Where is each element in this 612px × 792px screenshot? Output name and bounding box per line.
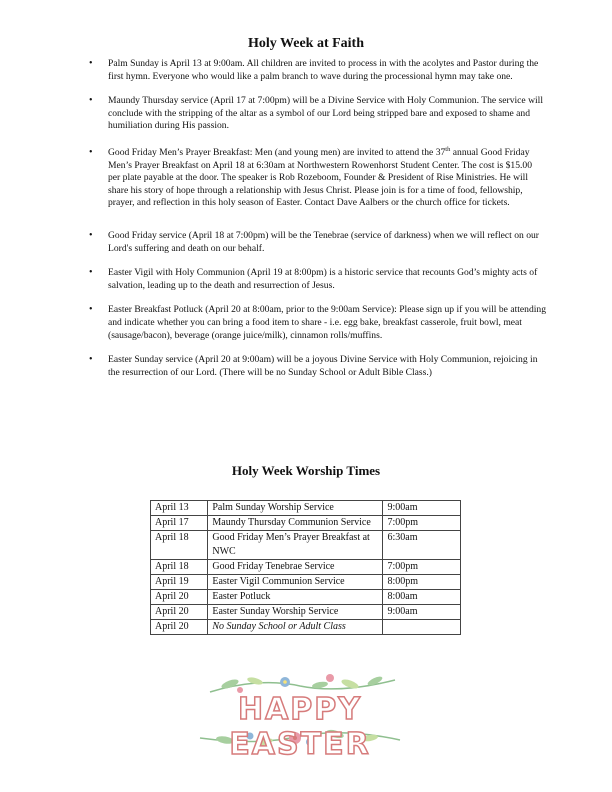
- table-row: [151, 560, 461, 575]
- bullet-icon: •: [89, 58, 93, 69]
- bullet-text: Easter Vigil with Holy Communion (April 19 at 8:00pm) is a historic service that recounts God’s mighty acts of salvation, leading up to the death and resurrection of Jesus.: [108, 267, 538, 291]
- date-cell: April 20: [151, 590, 208, 605]
- table-row: [151, 620, 461, 635]
- list-item: [86, 230, 546, 255]
- happy-easter-text: HAPPY EASTER: [229, 692, 371, 762]
- bullet-text: Easter Breakfast Potluck (April 20 at 8:00am, prior to the 9:00am Service): Please sign up if you will be attending and indicate whether you can bring a food item to share - i.e. egg bake, breakfast casserole, fruit bowl, meat (sausage/bacon), beverage (orange juice/milk), cinnamon rolls/muffins.: [108, 304, 547, 341]
- bullet-text: Good Friday Men’s Prayer Breakfast: Men (and young men) are invited to attend the 37: [108, 146, 446, 158]
- table-row: [151, 501, 461, 516]
- list-item: [86, 147, 546, 210]
- event-cell: Easter Vigil Communion Service: [208, 575, 383, 590]
- date-cell: April 17: [151, 516, 208, 531]
- list-item: [86, 267, 546, 292]
- bullet-text: Easter Sunday service (April 20 at 9:00am) will be a joyous Divine Service with Holy Communion, rejoicing in the resurrection of our Lord. (There will be no Sunday School or Adult Bible Class.): [108, 354, 538, 378]
- happy-easter-graphic: [170, 672, 430, 762]
- time-cell: 8:00pm: [383, 575, 461, 590]
- date-cell: April 13: [151, 501, 208, 516]
- event-cell: No Sunday School or Adult Class: [208, 620, 383, 635]
- event-cell: Easter Sunday Worship Service: [208, 605, 383, 620]
- event-cell: Good Friday Tenebrae Service: [208, 560, 383, 575]
- schedule-title: Holy Week Worship Times: [231, 463, 381, 478]
- bullet-text: Maundy Thursday service (April 17 at 7:00pm) will be a Divine Service with Holy Communion. The service will conclude with the stripping of the altar as a symbol of our Lord being stripped bare and exposed to shame and humiliation during His passion.: [108, 95, 544, 132]
- date-cell: April 20: [151, 620, 208, 635]
- announcement-list: [86, 58, 546, 379]
- time-cell: [383, 620, 461, 635]
- list-item: [86, 354, 546, 379]
- bullet-text: Good Friday service (April 18 at 7:00pm) will be the Tenebrae (service of darkness) when we will reflect on our Lord's suffering and death on our behalf.: [108, 229, 539, 254]
- list-item: [86, 304, 546, 342]
- schedule-table: [150, 500, 461, 635]
- table-row: [151, 590, 461, 605]
- time-cell: 9:00am: [383, 501, 461, 516]
- bullet-text: Palm Sunday is April 13 at 9:00am. All children are invited to process in with the acolytes and Pastor during the first hymn. Everyone who would like a palm branch to wave during the processional hymn may take one.: [108, 58, 539, 82]
- date-cell: April 19: [151, 575, 208, 590]
- table-row: [151, 531, 461, 560]
- bullet-icon: •: [89, 146, 93, 158]
- time-cell: 6:30am: [383, 531, 461, 560]
- event-cell: Good Friday Men’s Prayer Breakfast at NWC: [208, 531, 383, 560]
- table-row: [151, 516, 461, 531]
- bullet-icon: •: [89, 95, 93, 107]
- list-item: [86, 95, 546, 133]
- bullet-icon: •: [89, 229, 93, 241]
- time-cell: 7:00pm: [383, 560, 461, 575]
- event-cell: Maundy Thursday Communion Service: [208, 516, 383, 531]
- date-cell: April 18: [151, 560, 208, 575]
- page-title: Holy Week at Faith: [247, 36, 365, 51]
- table-row: [151, 575, 461, 590]
- bullet-icon: •: [89, 354, 93, 366]
- time-cell: 8:00am: [383, 590, 461, 605]
- time-cell: 7:00pm: [383, 516, 461, 531]
- bullet-text: annual Good Friday Men’s Prayer Breakfast on April 18 at 6:30am at Northwestern Rowenhorst Student Center. The cost is $15.00 per plate payable at the door. The speaker is Rob Rozeboom, Founder & President of Rise Ministries. He will share his story of hope through a relationship with Jesus Christ. Please join is for a time of food, fellowship, prayer, and reflection in this holy season of Easter. Contact Dave Aalbers or the church office for tickets.: [108, 146, 533, 209]
- date-cell: April 18: [151, 531, 208, 560]
- date-cell: April 20: [151, 605, 208, 620]
- event-cell: Easter Potluck: [208, 590, 383, 605]
- table-row: [151, 605, 461, 620]
- superscript: th: [445, 145, 451, 153]
- bullet-icon: •: [89, 267, 93, 279]
- time-cell: 9:00am: [383, 605, 461, 620]
- bullet-icon: •: [89, 304, 93, 316]
- list-item: [86, 58, 546, 83]
- event-cell: Palm Sunday Worship Service: [208, 501, 383, 516]
